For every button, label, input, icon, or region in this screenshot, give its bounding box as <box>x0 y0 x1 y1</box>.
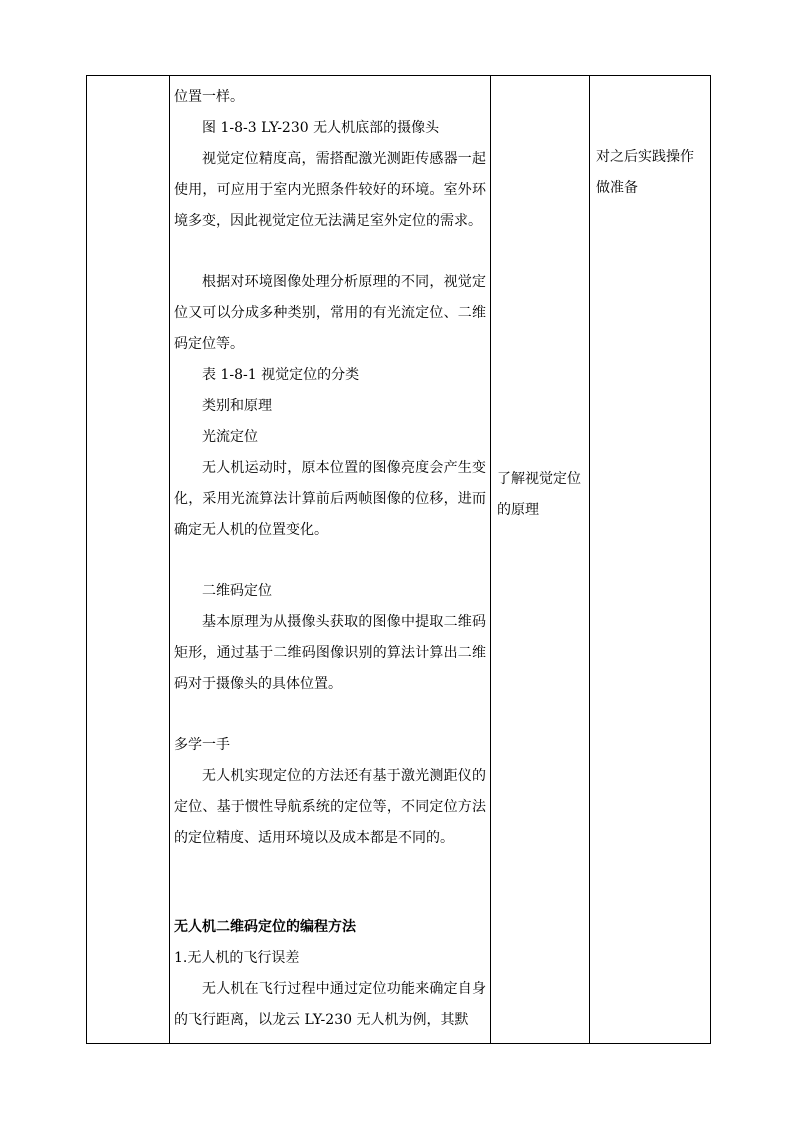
note-text: 对之后实践操作做准备 <box>596 149 694 196</box>
spacer <box>174 700 486 730</box>
table-row <box>87 76 711 1044</box>
paragraph: 基本原理为从摄像头获取的图像中提取二维码矩形，通过基于二维码图像识别的算法计算出二维码对于摄像头的具体位置。 <box>174 614 486 692</box>
subsection-heading: 1.无人机的飞行误差 <box>174 950 300 966</box>
paragraph: 根据对环境图像处理分析原理的不同，视觉定位又可以分成多种类别，常用的有光流定位、二维码定位等。 <box>174 274 486 352</box>
paragraph: 无人机运动时，原本位置的图像亮度会产生变化，采用光流算法计算前后两帧图像的位移，进而确定无人机的位置变化。 <box>174 460 486 538</box>
category-label: 二维码定位 <box>202 583 272 599</box>
content-cell <box>170 76 491 1044</box>
note-cell <box>590 76 711 1044</box>
content-line: 位置一样。 <box>174 89 244 105</box>
goal-text: 了解视觉定位的原理 <box>497 471 581 518</box>
goal-cell <box>491 76 590 1044</box>
paragraph: 无人机实现定位的方法还有基于激光测距仪的定位、基于惯性导航系统的定位等，不同定位方法的定位精度、适用环境以及成本都是不同的。 <box>174 768 486 846</box>
table-header: 类别和原理 <box>202 398 272 414</box>
table-caption: 表 1-8-1 视觉定位的分类 <box>202 367 360 383</box>
figure-caption: 图 1-8-3 LY-230 无人机底部的摄像头 <box>202 120 440 136</box>
stage-cell <box>87 76 170 1044</box>
lesson-plan-table <box>86 75 711 1044</box>
spacer <box>174 854 486 912</box>
content-body <box>170 76 490 1036</box>
spacer <box>174 237 486 267</box>
paragraph: 无人机在飞行过程中通过定位功能来确定自身的飞行距离，以龙云 LY-230 无人机为例，其默 <box>174 981 486 1028</box>
paragraph: 视觉定位精度高，需搭配激光测距传感器一起使用，可应用于室内光照条件较好的环境。室外环境多变，因此视觉定位无法满足室外定位的需求。 <box>174 151 486 229</box>
sidebar-heading: 多学一手 <box>174 737 230 753</box>
category-label: 光流定位 <box>202 429 258 445</box>
section-heading: 无人机二维码定位的编程方法 <box>174 919 356 935</box>
spacer <box>174 546 486 576</box>
